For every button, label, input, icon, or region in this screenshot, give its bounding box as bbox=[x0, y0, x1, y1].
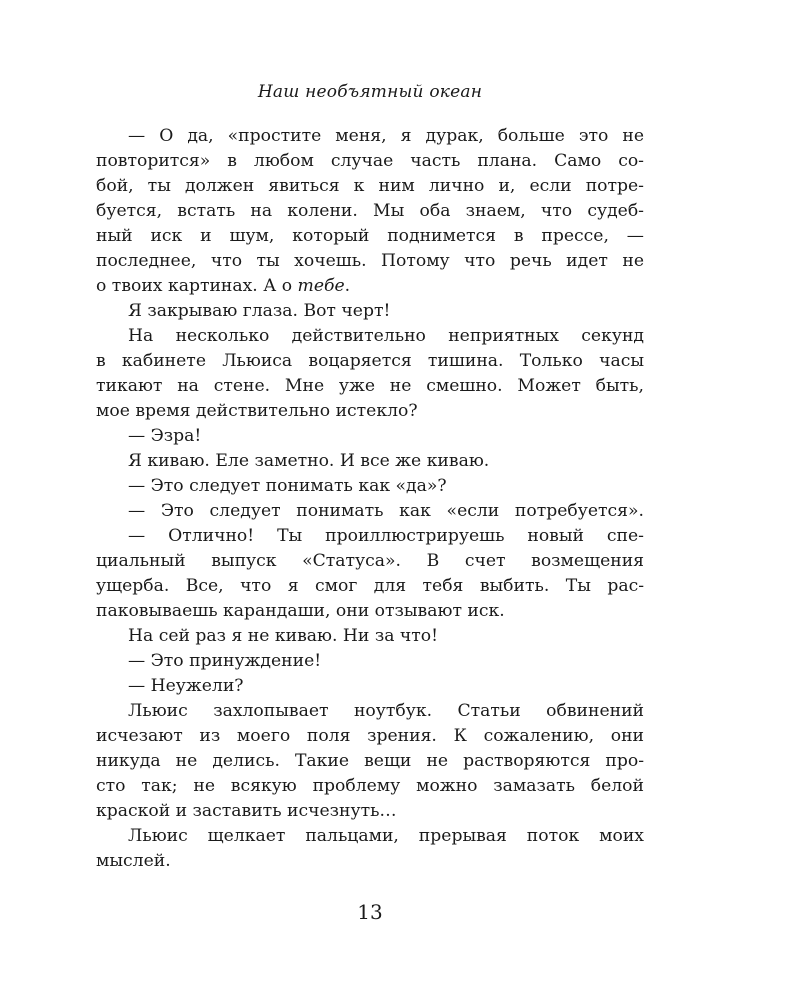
text-line: исчезают из моего поля зрения. К сожалению, они bbox=[96, 726, 644, 746]
text-line: циальный выпуск «Статуса». В счет возмещения bbox=[96, 551, 644, 571]
text-line: в кабинете Льюиса воцаряется тишина. Только часы bbox=[96, 351, 644, 371]
text-line: паковываешь карандаши, они отзывают иск. bbox=[96, 601, 505, 621]
text-line: — Это следует понимать как «да»? bbox=[128, 476, 447, 496]
text-line: никуда не делись. Такие вещи не растворяются про- bbox=[96, 751, 644, 771]
text-segment: . bbox=[344, 276, 351, 296]
text-body bbox=[96, 124, 644, 874]
text-line: мыслей. bbox=[96, 851, 171, 871]
text-line: — Эзра! bbox=[128, 426, 202, 446]
text-line: — Неужели? bbox=[128, 676, 244, 696]
text-segment: о твоих картинах. А о bbox=[96, 276, 298, 296]
running-header: Наш необъятный океан bbox=[257, 82, 483, 102]
text-line: бой, ты должен явиться к ним лично и, если потре- bbox=[96, 176, 644, 196]
text-line: последнее, что ты хочешь. Потому что речь идет не bbox=[96, 251, 644, 271]
text-line: буется, встать на колени. Мы оба знаем, что судеб- bbox=[96, 201, 644, 221]
text-line: Льюис щелкает пальцами, прерывая поток моих bbox=[128, 826, 644, 846]
text-line: Я закрываю глаза. Вот черт! bbox=[128, 301, 391, 321]
text-line: ный иск и шум, который поднимется в прессе, — bbox=[96, 226, 644, 246]
text-line: — Отлично! Ты проиллюстрируешь новый спе- bbox=[128, 526, 644, 546]
text-line: На несколько действительно неприятных секунд bbox=[128, 326, 644, 346]
text-line: На сей раз я не киваю. Ни за что! bbox=[128, 626, 439, 646]
text-line: тикают на стене. Мне уже не смешно. Может быть, bbox=[96, 376, 644, 396]
text-line: Льюис захлопывает ноутбук. Статьи обвинений bbox=[128, 701, 644, 721]
text-line bbox=[96, 274, 644, 299]
text-line: мое время действительно истекло? bbox=[96, 401, 418, 421]
page-number: 13 bbox=[357, 900, 383, 924]
text-line: — О да, «простите меня, я дурак, больше это не bbox=[128, 126, 644, 146]
italic-segment: тебе bbox=[297, 276, 345, 296]
text-line: ущерба. Все, что я смог для тебя выбить. Ты рас- bbox=[96, 576, 644, 596]
text-line: краской и заставить исчезнуть… bbox=[96, 801, 397, 821]
text-line: — Это принуждение! bbox=[128, 651, 322, 671]
text-line: Я киваю. Еле заметно. И все же киваю. bbox=[128, 451, 490, 471]
text-line: сто так; не всякую проблему можно замазать белой bbox=[96, 776, 644, 796]
text-line: повторится» в любом случае часть плана. Само со- bbox=[96, 151, 644, 171]
text-line: — Это следует понимать как «если потребуется». bbox=[128, 501, 644, 521]
